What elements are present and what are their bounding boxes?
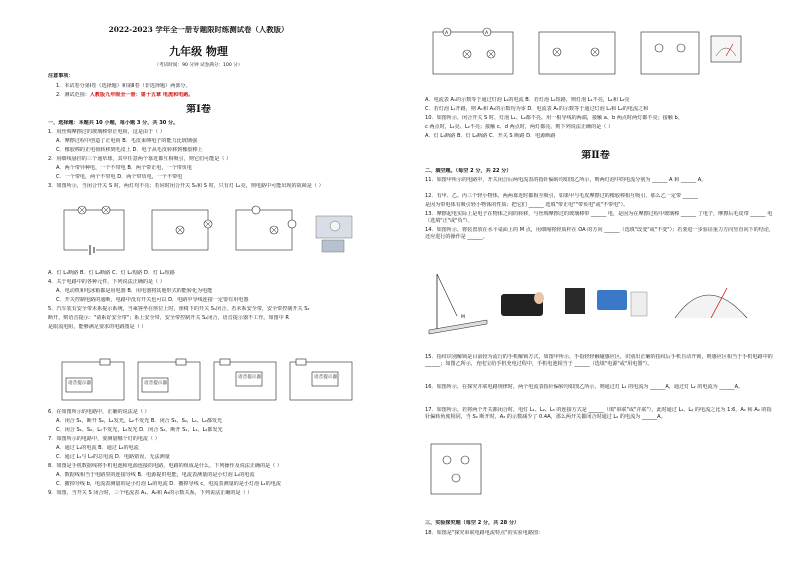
q5-options [60,358,360,406]
question-line: A．通过 L₁的电流 B．通过 L₂的电流 [56,445,139,451]
svg-text:A: A [445,31,449,36]
question-line: 8．如图是手机数据线将手机电池和电源连接的电路，电路的组成是什么，下列操作及说法正确的是（ ） [48,463,283,469]
question-line: C．开关控制电路的通断，电路中没有开关也可以 D．电路中导线连接一定要有用电器 [56,297,249,303]
fig7-circuit [236,206,296,250]
fig15-photos [501,288,647,316]
question-line: A．数据线相当于电路里的连接导线 B．电源提供电能，电流表测量的是小灯泡 L₁的电流 [56,472,255,478]
question-line: 12．有甲、乙、丙三个轻小物体，两两靠近时都相互吸引，如果甲与毛皮摩擦过的橡胶棒相互吸引，那么乙一定带 ______ [425,193,698,199]
question-line: C．若灯泡 L₁开路，则 A₁和 A₂的示数均为零 D．电流表 A₁的示数等于通过灯泡 L₁和 L₂的电流之和 [425,106,649,112]
question-line: 是限流电阻，能够满足要求的电路图是（ ） [48,324,147,330]
question-line: A．闭合 S₁，断开 S₂，L₁发光，L₂不发光 B．闭合 S₁、S₂，L₁、L₂都发光 [56,418,223,424]
svg-text:A: A [485,31,489,36]
question-line: 13．摩擦起电实际上是电子在物体之间的转移，与丝绸摩擦过的玻璃棒带 ______ 电，是因为在摩擦过程中玻璃棒 ______ 了电子，摩擦后毛皮带 ______ 电（选填"正"或"负"）。 [425,211,773,224]
question-line: 7．如图所示的电路中，要测量哪个灯的电流（ ） [48,436,160,442]
fig14-apparatus [429,274,487,334]
q5-option-b [138,359,200,400]
fig10-circuit [539,32,615,74]
part2-title: 第Ⅱ卷 [581,150,610,161]
fig11-circuit [641,32,741,74]
part1-title: 第Ⅰ卷 [186,104,211,115]
fig8-photo [316,216,352,252]
question-line: C．橡胶棒的正电荷转移到毛皮上 D．电子从毛皮转移到橡胶棒上 [56,147,203,153]
voice-box-label: 语音提示器 [144,381,167,386]
question-line: C．闭合 S₁、S₂，L₁不发光，L₂发光 D．闭合 S₂，断开 S₁，L₁、L₂都发光 [56,427,223,433]
scope-highlight: 人教版九年级全一册：第十五章 电流和电路。 [89,92,194,98]
fig9-circuit [433,28,513,74]
question-line: 11．如图甲所示的电路中，开关闭合后两电流表的指针偏转均如图乙所示，则两灯泡中的电流分别为 ______ A 和 ______ A。 [425,177,707,183]
question-line: 4．关于电路中的各种元件，下列说法正确的是（ ） [48,279,165,285]
question-line: 3．如图所示，当闭合开关 S 时，两灯均不亮；若同时闭合开关 S₁和 S 时，只有灯 L₁亮，则电路中可能出现的故障是（ ） [48,183,324,189]
exam-info: （考试时间：90 分钟 试卷满分：100 分） [154,63,243,68]
question-line: 6．在如图所示的电路中，正确的说法是（ ） [48,409,150,415]
question-line: 1．用丝绸摩擦过的玻璃棒带正电荷，这是由于（ ） [48,129,165,135]
question-line: C．通过 L₁与 L₂的总电流 D．电路错误，无法测量 [56,454,170,460]
section-head: 一、选择题：本题共 10 小题，每小题 3 分，共 30 分。 [48,120,179,126]
voice-box-label: 语音提示器 [238,375,261,380]
notice-item: 1．本试卷分第Ⅰ卷（选择题）和第Ⅱ卷（非选择题）两部分。 [56,83,191,89]
q5-option-a [62,359,124,400]
question-line: 14．如图所示，将装置放在水平桌面上的 M 点，用细绳将轻质杆在 OA 的方向 ______（选填"改变"或"不变"）；若要进一步验证重力方向竖直向下的结论，还应进行的操作是 ______。 [425,227,774,240]
question-line: 10．如图所示，闭合开关 S 时，灯泡 L₁、L₂都不亮。用一根导线的两端，接触 a、b 两点时两灯都不亮；接触 b、 [425,115,683,121]
question-line: 15．指纹识别解锁是目前较为流行的手机解锁方式，如图甲所示，手指轻轻触碰感应区，识别出正确的指纹后手机自动开锁，则感应区相当于手机电路中的 ______；如图乙所示，充电宝给手机充电过程中，手机电池相当于 ______（选填"电源"或"用电器"）。 [425,354,773,367]
figure-row-bottom [427,268,767,342]
question-line: 2．用细线悬挂的三个通草球，其中任意两个靠近都互相吸引，则它们可能是（ ） [48,156,232,162]
question-line: c 两点时，L₁亮、L₂不亮；接触 c、d 两点时，两灯都亮。则下列说法正确的是（ ） [425,124,614,130]
question-line: 9．如图，当开关 S 闭合时，三个电流表 A₁、A₂和 A₃的示数关系，下列说法正确的是（ ） [48,490,253,496]
notice-scope: 2．测试范围：人教版九年级全一册：第十五章 电流和电路。 [56,92,194,98]
question-line: 16．如图所示，在探究并联电路规律时，两个电流表指针偏转均如图乙所示，则通过灯 L₁ 的电流为 ______A，通过灯 L₂ 的电流为 ______A。 [425,384,744,390]
question-line: C．撤掉导线 b，电流表测量的是小灯泡 L₂的电流 D．撤掉导线 c，电流表测量的是小灯泡 L₁的电流 [56,481,281,487]
question-line: A．电动机和电冰箱都是用电器 B．用电器将其他形式的能转化为电能 [56,288,213,294]
figure-row-1 [60,204,360,260]
question-line: 5．汽车装有安全带未系提示系统，当乘客坐在座位上时，座椅下的开关 S₁闭合，若未系安全带，安全带控制开关 S₂ [48,306,310,312]
right-page [397,0,794,562]
question-line: 断开，则语音提示："请系好安全带"；系上安全带，安全带控制开关 S₂闭合，语音提示器不工作。如图中 R [48,315,289,321]
svg-text:M: M [461,315,465,320]
fig16-ammeter [675,288,747,318]
fig17-circuit [427,440,487,500]
question-line: A．两个带异种电，一个不带电 B．两个带正电，一个带负电 [56,165,192,171]
section-head: 三、实验探究题（每空 2 分，共 28 分） [425,520,520,526]
question-line: 18．如图是"探究串联电路电流特点"的实验电路图： [425,530,544,536]
notice-title: 注意事项： [48,73,74,79]
question-line: A．灯 L₁断路 B．灯 L₂断路 C．开关 S 断路 D．电源断路 [425,133,556,139]
figure-row-top [427,26,767,84]
question-line: C．一个带电，两个不带电 D．两个带负电，一个不带电 [56,174,183,180]
voice-box-label: 语音提示器 [314,375,337,380]
fig5-circuit [64,206,124,255]
section-head: 二、填空题。（每空 2 分，共 22 分） [425,168,512,174]
question-line: A．灯 L₁断路 B．灯 L₂断路 C．灯 L₁短路 D．灯 L₂短路 [48,270,175,276]
question-line: 17．如图所示，若将两个开关都闭合时，电灯 L₁、L₂、L₃ 的连接方式是 ______（填"串联"或"并联"），此时通过 L₁、L₂ 的电流之比为 1:6，A₁ 和 A₂ 的指针偏转角度相同，当 S₂ 断开时，A₂ 的示数减少了 0.4A，那么两开关都闭合时通过 L₂ 的电流为 ______A。 [425,407,772,420]
grade-subject: 九年级 物理 [169,45,228,58]
q5-option-c [214,359,276,400]
q5-option-d [290,359,352,400]
question-line: 是因为带电体有吸引轻小物体的性质；把它们 ______ 选填"带正电""带负电"或"不带电"）。 [425,202,629,208]
voice-box-label: 语音提示器 [68,381,91,386]
question-line: A．电流表 A₁的示数等于通过灯泡 L₁的电流 B．若灯泡 L₂短路，则灯泡 L₁不亮，L₁和 L₂亮 [425,97,630,103]
fig6-circuit [152,210,212,250]
question-line: A．摩擦过程中创造了正电荷 B．毛皮束缚电子的能力比玻璃强 [56,138,198,144]
exam-title: 2022-2023 学年全一册专题限时练测试卷（人教版） [108,26,289,33]
